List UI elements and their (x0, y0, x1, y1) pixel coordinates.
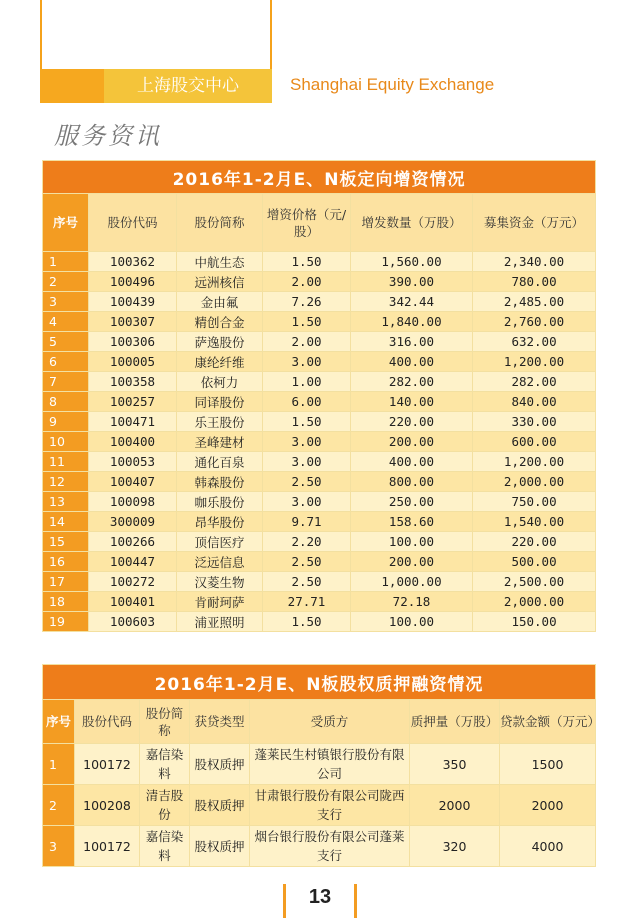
table1-cell: 1,560.00 (351, 252, 473, 272)
table1-cell: 远洲核信 (177, 272, 263, 292)
table1-cell: 肯耐珂萨 (177, 592, 263, 612)
table1-cell: 1,200.00 (473, 352, 596, 372)
table1-cell: 220.00 (473, 532, 596, 552)
table1-cell: 中航生态 (177, 252, 263, 272)
table1-cell: 3 (43, 292, 89, 312)
table1-cell: 300009 (89, 512, 177, 532)
table1-cell: 282.00 (351, 372, 473, 392)
table1-cell: 27.71 (263, 592, 351, 612)
table1-cell: 15 (43, 532, 89, 552)
table1-cell: 1.00 (263, 372, 351, 392)
table1-cell: 100307 (89, 312, 177, 332)
table1-cell: 100603 (89, 612, 177, 632)
table1-cell: 1,000.00 (351, 572, 473, 592)
table2-cell: 100172 (75, 826, 140, 867)
table1-cell: 72.18 (351, 592, 473, 612)
table2-cell: 1 (43, 744, 75, 785)
table1-cell: 泛远信息 (177, 552, 263, 572)
table1-cell: 6.00 (263, 392, 351, 412)
table1-cell: 840.00 (473, 392, 596, 412)
header-band (40, 69, 104, 103)
table1-cell: 13 (43, 492, 89, 512)
table1-cell: 2.00 (263, 332, 351, 352)
table1-cell: 1,840.00 (351, 312, 473, 332)
table1-cell: 500.00 (473, 552, 596, 572)
table2-header: 获贷类型 (190, 700, 250, 744)
table1-cell: 通化百泉 (177, 452, 263, 472)
table1-cell: 金由氟 (177, 292, 263, 312)
table2-header: 质押量（万股） (410, 700, 500, 744)
table1-cell: 100306 (89, 332, 177, 352)
table1-cell: 同译股份 (177, 392, 263, 412)
table1-cell: 7.26 (263, 292, 351, 312)
table1-header: 增资价格（元/股） (263, 194, 351, 252)
table1-cell: 康纶纤维 (177, 352, 263, 372)
table1-cell: 220.00 (351, 412, 473, 432)
table2-header: 贷款金额（万元） (500, 700, 596, 744)
table1-cell: 1.50 (263, 412, 351, 432)
table1-cell: 7 (43, 372, 89, 392)
table1-row (43, 412, 596, 432)
table1-cell: 140.00 (351, 392, 473, 412)
table1-cell: 3.00 (263, 492, 351, 512)
table1-cell: 2,500.00 (473, 572, 596, 592)
table1-cell: 100005 (89, 352, 177, 372)
table1-cell: 200.00 (351, 552, 473, 572)
table2-cell: 2000 (410, 785, 500, 826)
table1-cell: 5 (43, 332, 89, 352)
table1-cell: 1,200.00 (473, 452, 596, 472)
table1-cell: 100439 (89, 292, 177, 312)
table1-cell: 2,000.00 (473, 472, 596, 492)
table1-cell: 100358 (89, 372, 177, 392)
table1-cell: 2,485.00 (473, 292, 596, 312)
table1-cell: 1.50 (263, 612, 351, 632)
table2-cell: 清吉股份 (140, 785, 190, 826)
table1-header: 增发数量（万股） (351, 194, 473, 252)
table2-cell: 100208 (75, 785, 140, 826)
page-number: 13 (308, 886, 332, 908)
table1-cell: 8 (43, 392, 89, 412)
table1-cell: 2.50 (263, 552, 351, 572)
table1-cell: 316.00 (351, 332, 473, 352)
table2-row (43, 785, 596, 826)
table1-cell: 2,340.00 (473, 252, 596, 272)
header-en-title: Shanghai Equity Exchange (290, 75, 495, 94)
table2-header: 受质方 (250, 700, 410, 744)
table1-cell: 100471 (89, 412, 177, 432)
table1-cell: 780.00 (473, 272, 596, 292)
table2-cell: 2 (43, 785, 75, 826)
table1-row (43, 572, 596, 592)
table2-row (43, 744, 596, 785)
table1-cell: 3.00 (263, 432, 351, 452)
table2-cell: 350 (410, 744, 500, 785)
table1-cell: 390.00 (351, 272, 473, 292)
table2-cell: 股权质押 (190, 744, 250, 785)
table1-cell: 100266 (89, 532, 177, 552)
table1-cell: 乐王股份 (177, 412, 263, 432)
table1-cell: 17 (43, 572, 89, 592)
table1-cell: 2.50 (263, 472, 351, 492)
table1-cell: 100401 (89, 592, 177, 612)
table2-cell: 3 (43, 826, 75, 867)
table1-row (43, 532, 596, 552)
table1-row (43, 472, 596, 492)
table1-cell: 100098 (89, 492, 177, 512)
table1-cell: 342.44 (351, 292, 473, 312)
table1-row (43, 252, 596, 272)
table1-cell: 咖乐股份 (177, 492, 263, 512)
table1-cell: 1.50 (263, 312, 351, 332)
table2-cell: 100172 (75, 744, 140, 785)
table1-cell: 2.50 (263, 572, 351, 592)
table2-cell: 1500 (500, 744, 596, 785)
table2-cell: 股权质押 (190, 785, 250, 826)
table1-cell: 750.00 (473, 492, 596, 512)
table1-cell: 100400 (89, 432, 177, 452)
table1-cell: 250.00 (351, 492, 473, 512)
table1-header: 股份简称 (177, 194, 263, 252)
table2-cell: 4000 (500, 826, 596, 867)
table1-cell: 2,760.00 (473, 312, 596, 332)
table1-cell: 100257 (89, 392, 177, 412)
table1-row (43, 592, 596, 612)
section-title: 服务资讯 (54, 122, 162, 150)
table2-cell: 2000 (500, 785, 596, 826)
table1-row (43, 552, 596, 572)
table1-cell: 100407 (89, 472, 177, 492)
table1-row (43, 612, 596, 632)
table1-cell: 600.00 (473, 432, 596, 452)
table1-cell: 浦亚照明 (177, 612, 263, 632)
table1-cell: 2 (43, 272, 89, 292)
table1-cell: 顶信医疗 (177, 532, 263, 552)
table1-cell: 1,540.00 (473, 512, 596, 532)
equity-pledge-table (42, 664, 601, 867)
table1-cell: 3.00 (263, 452, 351, 472)
table1-cell: 400.00 (351, 452, 473, 472)
table1-cell: 昂华股份 (177, 512, 263, 532)
table1-cell: 100272 (89, 572, 177, 592)
table1-cell: 2,000.00 (473, 592, 596, 612)
table2-cell: 嘉信染料 (140, 744, 190, 785)
table1-cell: 632.00 (473, 332, 596, 352)
table2-header: 股份代码 (75, 700, 140, 744)
table1-cell: 2.00 (263, 272, 351, 292)
table1-cell: 16 (43, 552, 89, 572)
table2-cell: 甘肃银行股份有限公司陇西支行 (250, 785, 410, 826)
table2-cell: 320 (410, 826, 500, 867)
table1-cell: 100053 (89, 452, 177, 472)
table1-cell: 200.00 (351, 432, 473, 452)
table1-row (43, 452, 596, 472)
table1-cell: 精创合金 (177, 312, 263, 332)
table1-cell: 14 (43, 512, 89, 532)
table1-row (43, 512, 596, 532)
table1-cell: 100.00 (351, 532, 473, 552)
table2-header: 股份简称 (140, 700, 190, 744)
table1-cell: 圣峰建材 (177, 432, 263, 452)
table1-cell: 汉菱生物 (177, 572, 263, 592)
table2-cell: 股权质押 (190, 826, 250, 867)
table1-cell: 9.71 (263, 512, 351, 532)
table1-row (43, 372, 596, 392)
table1-cell: 4 (43, 312, 89, 332)
table1-cell: 11 (43, 452, 89, 472)
table1-row (43, 492, 596, 512)
footer-line-right (354, 884, 357, 918)
table1-cell: 依柯力 (177, 372, 263, 392)
table1-cell: 6 (43, 352, 89, 372)
table1-cell: 韩森股份 (177, 472, 263, 492)
top-frame (40, 0, 272, 70)
table1-cell: 100.00 (351, 612, 473, 632)
table1-row (43, 272, 596, 292)
table1-header: 股份代码 (89, 194, 177, 252)
table1-header: 募集资金（万元） (473, 194, 596, 252)
table1-row (43, 392, 596, 412)
table2-header: 序号 (43, 700, 75, 744)
table1-header: 序号 (43, 194, 89, 252)
table1-cell: 100447 (89, 552, 177, 572)
table1-caption: 2016年1-2月E、N板定向增资情况 (43, 161, 596, 194)
table2-caption: 2016年1-2月E、N板股权质押融资情况 (43, 665, 596, 700)
table1-cell: 萨逸股份 (177, 332, 263, 352)
table1-cell: 3.00 (263, 352, 351, 372)
table1-cell: 100496 (89, 272, 177, 292)
table1-cell: 19 (43, 612, 89, 632)
table1-row (43, 312, 596, 332)
table2-cell: 蓬莱民生村镇银行股份有限公司 (250, 744, 410, 785)
table1-row (43, 292, 596, 312)
table1-cell: 150.00 (473, 612, 596, 632)
header-cn-title: 上海股交中心 (104, 69, 272, 103)
table1-cell: 282.00 (473, 372, 596, 392)
table1-cell: 800.00 (351, 472, 473, 492)
table1-cell: 330.00 (473, 412, 596, 432)
table1-cell: 10 (43, 432, 89, 452)
table1-cell: 12 (43, 472, 89, 492)
table1-cell: 1 (43, 252, 89, 272)
table2-row (43, 826, 596, 867)
table2-cell: 嘉信染料 (140, 826, 190, 867)
table1-row (43, 352, 596, 372)
table1-cell: 400.00 (351, 352, 473, 372)
table1-cell: 9 (43, 412, 89, 432)
table1-cell: 158.60 (351, 512, 473, 532)
table1-row (43, 332, 596, 352)
capital-increase-table (42, 160, 596, 632)
table2-cell: 烟台银行股份有限公司蓬莱支行 (250, 826, 410, 867)
table1-cell: 100362 (89, 252, 177, 272)
table1-cell: 1.50 (263, 252, 351, 272)
table1-cell: 18 (43, 592, 89, 612)
table1-cell: 2.20 (263, 532, 351, 552)
table1-row (43, 432, 596, 452)
